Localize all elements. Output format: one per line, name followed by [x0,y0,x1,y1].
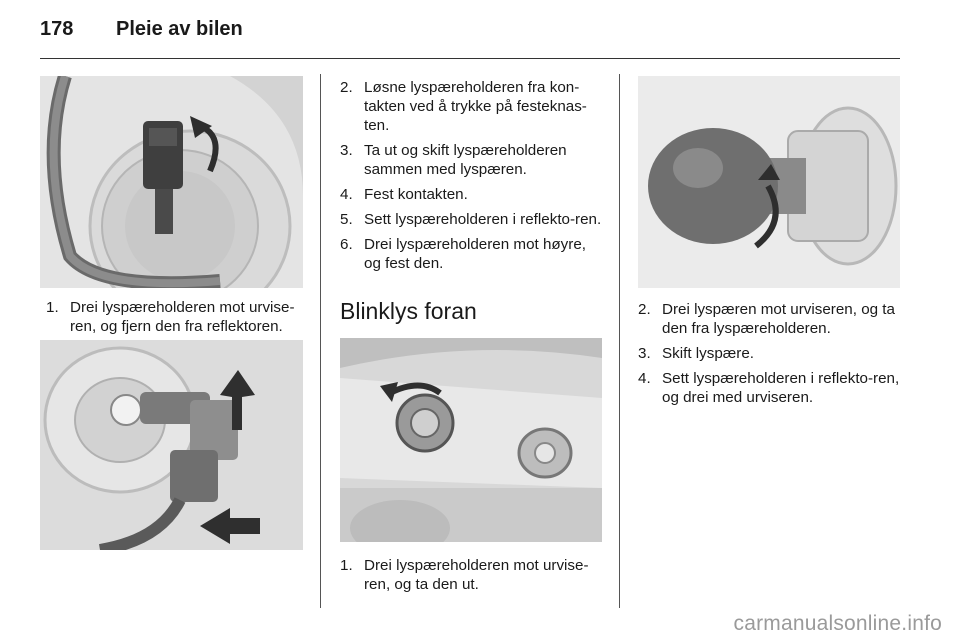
list-item: 3. Ta ut og skift lyspæreholderen sammen med lyspæren. [340,142,567,178]
illustration-turn-signal [340,338,602,542]
illustration-bulb [638,76,900,288]
list-item: 1. Drei lyspæreholderen mot urvise-ren, og fjern den fra reflektoren. [46,299,295,335]
steps-list-left [46,298,308,342]
page-title: Pleie av bilen [116,18,243,40]
list-item: 5. Sett lyspæreholderen i reflekto-ren. [340,211,602,228]
section-heading: Blinklys foran [340,298,477,324]
list-item: 4. Fest kontakten. [340,186,468,203]
list-item: 3. Skift lyspære. [638,345,754,362]
list-item: 2. Drei lyspæren mot urviseren, og ta den fra lyspæreholderen. [638,301,895,337]
figure-bulb-removal [638,76,900,288]
list-item: 2. Løsne lyspæreholderen fra kon-takten ved å trykke på festeknas-ten. [340,79,587,134]
watermark: carmanualsonline.info [733,612,942,635]
header-divider [40,58,900,59]
list-item: 4. Sett lyspæreholderen i reflekto-ren, og drei med urviseren. [638,370,900,406]
column-divider-right [619,74,620,608]
list-item: 1. Drei lyspæreholderen mot urvise-ren, og ta den ut. [340,557,589,593]
steps-list-section [340,556,605,600]
illustration-socket [40,76,303,288]
page-header [40,18,920,54]
figure-bulb-holder-removal [40,340,303,550]
page-number: 178 [40,18,74,40]
column-divider-left [320,74,321,608]
figure-bulb-holder-socket [40,76,303,288]
list-item: 6. Drei lyspæreholderen mot høyre, og fest den. [340,236,586,272]
figure-turn-signal-holder [340,338,602,542]
steps-list-middle [340,78,605,279]
steps-list-right [638,300,900,413]
illustration-removal [40,340,303,550]
